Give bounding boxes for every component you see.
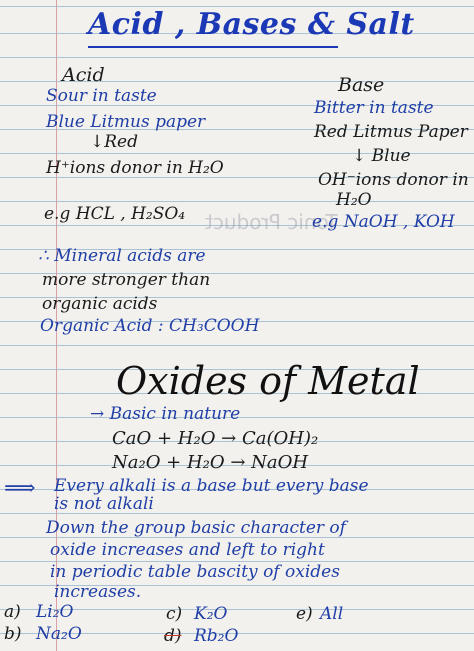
base-line-4: OH⁻ions donor in (318, 170, 469, 190)
acid-heading: Acid (62, 64, 105, 86)
option-a-label: a) (4, 602, 21, 622)
group-line-3: in periodic table bascity of oxides (50, 562, 340, 582)
mineral-note-3: organic acids (42, 294, 158, 314)
alkali-line-1: Every alkali is a base but every base (54, 476, 369, 496)
title-underline (88, 46, 338, 48)
oxides-heading: Oxides of Metal (116, 359, 420, 403)
group-line-1: Down the group basic character of (46, 518, 346, 538)
option-e-text: All (320, 604, 344, 624)
acid-line-4: H⁺ions donor in H₂O (46, 158, 224, 178)
alkali-line-2: is not alkali (54, 494, 154, 514)
option-c-text: K₂O (194, 604, 228, 624)
mineral-note-2: more stronger than (42, 270, 211, 290)
reaction-1: CaO + H₂O → Ca(OH)₂ (112, 428, 319, 449)
option-b-text: Na₂O (36, 624, 82, 644)
acid-example: e.g HCL , H₂SO₄ (44, 204, 186, 224)
page-title: Acid , Bases & Salt (88, 7, 415, 42)
acid-line-1: Sour in taste (46, 86, 157, 106)
base-heading: Base (338, 74, 385, 96)
option-c-label: c) (166, 604, 183, 624)
option-a-text: Li₂O (36, 602, 74, 622)
group-line-2: oxide increases and left to right (50, 540, 325, 560)
option-d-text: Rb₂O (194, 626, 239, 646)
base-line-5: H₂O (336, 190, 372, 210)
oxides-nature: → Basic in nature (90, 404, 241, 424)
option-b-label: b) (4, 624, 22, 644)
option-d-label: d) (164, 626, 182, 646)
option-e-label: e) (296, 604, 313, 624)
group-line-4: increases. (54, 582, 142, 602)
bleed-through-text: Tonic Product (205, 210, 338, 234)
reaction-2: Na₂O + H₂O → NaOH (112, 452, 309, 473)
acid-line-2: Blue Litmus paper (46, 112, 206, 132)
double-arrow-icon: ⟹ (4, 476, 36, 501)
base-line-3: ↓ Blue (352, 146, 411, 166)
acid-line-3: ↓Red (90, 132, 138, 152)
mineral-note-1: ∴ Mineral acids are (38, 246, 206, 266)
base-line-1: Bitter in taste (314, 98, 434, 118)
organic-acid-line: Organic Acid : CH₃COOH (40, 316, 260, 336)
base-example: e.g NaOH , KOH (312, 212, 455, 232)
base-line-2: Red Litmus Paper (314, 122, 468, 142)
